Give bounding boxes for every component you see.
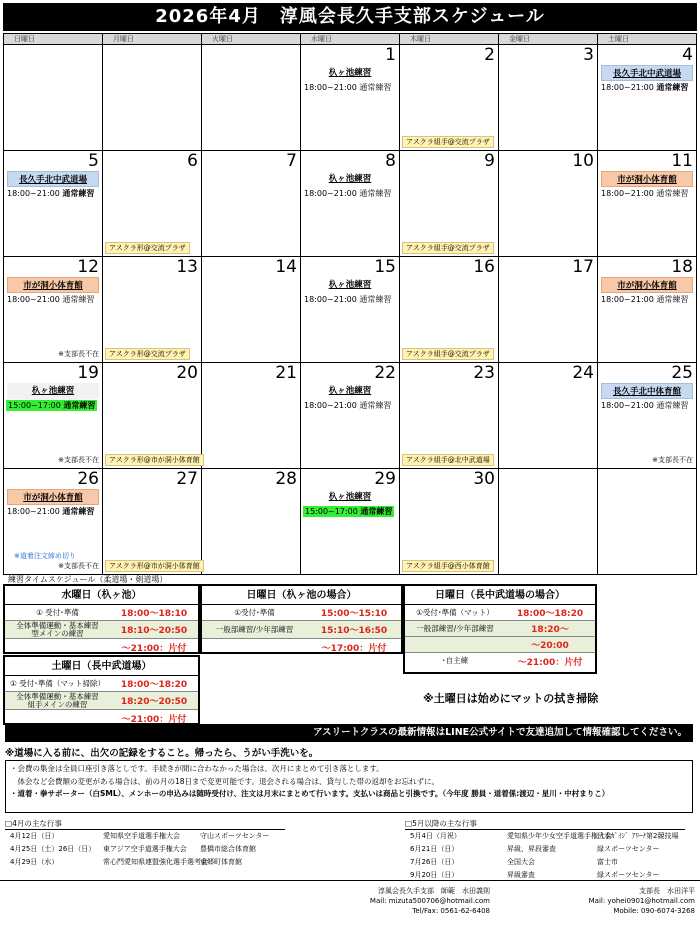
- event-place: 緑スポーツセンター: [597, 845, 660, 853]
- practice-location: 長久手北中武道場: [7, 171, 99, 187]
- schedule-time: ～21:00：片付: [121, 643, 187, 654]
- day-cell: [400, 469, 499, 575]
- practice-location: 市が洞小体育館: [601, 277, 693, 293]
- practice-time: 18:00~21:00 通常練習: [601, 83, 689, 92]
- schedule-item: 一般部練習/少年部練習: [215, 624, 294, 634]
- event-date: 4月25日（土）26日（日）: [10, 845, 96, 853]
- day-cell: [499, 363, 598, 469]
- practice-time: 18:00~21:00 通常練習: [7, 189, 95, 198]
- athlete-class-label: アスクラ形@交流プラザ: [105, 242, 190, 254]
- day-number: 14: [275, 257, 297, 277]
- schedule-time: ～21:00：片付: [517, 657, 583, 668]
- athlete-class-label: アスクラ形@市が洞小体育館: [105, 454, 204, 466]
- schedule-item: ①受付･準備（マット）: [416, 607, 494, 617]
- day-cell: [598, 45, 697, 151]
- practice-location: 杁ヶ池練習: [328, 68, 372, 78]
- weekday-header: 日曜日: [4, 34, 103, 45]
- day-cell: [4, 363, 103, 469]
- day-number: 19: [77, 363, 99, 383]
- day-cell: [400, 151, 499, 257]
- schedule-time: 15:00～15:10: [320, 609, 388, 619]
- practice-time: 18:00~21:00 通常練習: [7, 507, 95, 516]
- schedule-sunday-nagakute: [403, 584, 597, 674]
- day-number: 18: [671, 257, 693, 277]
- day-number: 1: [385, 45, 396, 65]
- schedule-item: 全体準備運動・基本練習 型メインの練習: [16, 620, 99, 638]
- day-cell: [598, 151, 697, 257]
- signature-right: 支部長 水田洋平 Mail: yohei0901@hotmail.com Mobile: 090-6074-3268: [588, 887, 695, 915]
- day-number: 28: [275, 469, 297, 489]
- day-cell: [103, 45, 202, 151]
- day-number: 11: [671, 151, 693, 171]
- event-date: 9月20日（日）: [410, 871, 459, 879]
- practice-location: 市が洞小体育館: [601, 171, 693, 187]
- athlete-class-label: アスクラ組手@交流プラザ: [402, 242, 494, 254]
- schedule-item: ① 受付･準備（マット掃除）: [9, 678, 106, 688]
- weekday-header: 火曜日: [202, 34, 301, 45]
- day-number: 27: [176, 469, 198, 489]
- day-cell: [103, 151, 202, 257]
- practice-location: 杁ヶ池練習: [328, 492, 372, 502]
- day-number: 12: [77, 257, 99, 277]
- day-cell: [301, 151, 400, 257]
- timeschedule-title: 練習タイムスケジュール（柔道場・剣道場）: [8, 575, 168, 584]
- event-date: 6月21日（日）: [410, 845, 459, 853]
- events-may-title: □5月以降の主な行事: [405, 818, 685, 830]
- athlete-class-label: アスクラ組手@北中武道場: [402, 454, 494, 466]
- day-number: 23: [473, 363, 495, 383]
- schedule-item: ①受付･準備: [234, 607, 275, 617]
- schedule-item: [5, 639, 110, 655]
- schedule-time: 18:00～18:20: [120, 680, 188, 690]
- schedule-time: 18:20～20:50: [120, 697, 188, 707]
- weekday-header: 水曜日: [301, 34, 400, 45]
- day-cell: [598, 363, 697, 469]
- schedule-title: 日曜日（長中武道場の場合）: [405, 586, 595, 605]
- event-name: 愛知県少年少女空手道選手権大会: [507, 832, 612, 840]
- day-cell: [301, 45, 400, 151]
- day-cell: [202, 45, 301, 151]
- day-cell: [202, 363, 301, 469]
- schedule-time: ～20:00: [531, 641, 569, 651]
- calendar: [3, 33, 697, 575]
- events-april-title: □4月の主な行事: [5, 818, 285, 830]
- practice-location: 市が洞小体育館: [7, 277, 99, 293]
- day-number: 17: [572, 257, 594, 277]
- schedule-time: 18:00～18:20: [516, 609, 584, 619]
- absence-note: ※支部長不在: [58, 350, 99, 358]
- weekday-header: 土曜日: [598, 34, 697, 45]
- day-number: 25: [671, 363, 693, 383]
- practice-time: 18:00~21:00 通常練習: [601, 295, 689, 304]
- event-place: 守山スポーツセンター: [200, 832, 270, 840]
- day-cell: [202, 257, 301, 363]
- day-cell: [301, 363, 400, 469]
- day-cell: [103, 257, 202, 363]
- event-place: 豊橋市総合体育館: [200, 845, 256, 853]
- day-number: 29: [374, 469, 396, 489]
- saturday-note: ※土曜日は始めにマットの拭き掃除: [423, 692, 599, 705]
- practice-location: 杁ヶ池練習: [328, 280, 372, 290]
- event-name: 常心門愛知県連盟強化選手選考会: [103, 858, 208, 866]
- day-cell: [4, 257, 103, 363]
- practice-time: 18:00~21:00 通常練習: [304, 83, 392, 92]
- weekday-header: 金曜日: [499, 34, 598, 45]
- athlete-class-label: アスクラ形@交流プラザ: [105, 348, 190, 360]
- event-place: 東郷町体育館: [200, 858, 242, 866]
- day-cell: [103, 363, 202, 469]
- schedule-item: [202, 639, 307, 655]
- day-number: 7: [286, 151, 297, 171]
- schedule-item: [405, 637, 505, 652]
- practice-time: 18:00~21:00 通常練習: [601, 189, 689, 198]
- schedule-time: 18:10～20:50: [120, 626, 188, 636]
- practice-time: 15:00~17:00 通常練習: [305, 507, 393, 516]
- rule-line: ・会費の集金は全員口座引き落としです。手続きが間に合わなかった場合は、次月にまとめて引き落とします。: [10, 764, 384, 773]
- day-number: 21: [275, 363, 297, 383]
- schedule-wednesday: [3, 584, 200, 654]
- absence-note: ※支部長不在: [652, 456, 693, 464]
- rule-main: ※道場に入る前に、出欠の記録をすること。帰ったら、うがい手洗いを。: [5, 748, 319, 759]
- schedule-time: 18:20～: [531, 625, 569, 635]
- day-cell: [301, 469, 400, 575]
- schedule-time: ～17:00：片付: [321, 643, 387, 654]
- day-cell: [103, 469, 202, 575]
- day-cell: [202, 151, 301, 257]
- schedule-item: 一般部練習/少年部練習: [416, 623, 494, 633]
- practice-time: 18:00~21:00 通常練習: [7, 295, 95, 304]
- order-deadline-note: ※道着注文締め切り: [14, 552, 76, 560]
- day-cell: [499, 469, 598, 575]
- day-number: 4: [682, 45, 693, 65]
- event-name: 全国大会: [507, 858, 535, 866]
- event-date: 5月4日（月祝）: [410, 832, 461, 840]
- day-cell: [499, 45, 598, 151]
- rule-line: 体会など会費額の変更がある場合は、前の月の18日まで変更可能です。退会される場合は、貸与した帯の返却をお忘れずに。: [10, 776, 439, 786]
- weekday-header: 月曜日: [103, 34, 202, 45]
- event-date: 7月26日（日）: [410, 858, 459, 866]
- day-number: 13: [176, 257, 198, 277]
- event-place: 緑スポーツセンター: [597, 871, 660, 879]
- day-number: 8: [385, 151, 396, 171]
- athlete-class-label: アスクラ組手@交流プラザ: [402, 348, 494, 360]
- day-cell: [4, 469, 103, 575]
- schedule-sunday-ikegaike: [200, 584, 403, 654]
- schedule-title: 水曜日（杁ヶ池）: [5, 586, 198, 605]
- day-cell: [4, 151, 103, 257]
- event-name: 愛知県空手道選手権大会: [103, 832, 180, 840]
- event-name: 東アジア空手道選手権大会: [103, 845, 187, 853]
- day-number: 2: [484, 45, 495, 65]
- event-name: 昇級、昇段審査: [507, 845, 556, 853]
- page-title: 2026年4月 淳風会長久手支部スケジュール: [3, 3, 697, 31]
- schedule-time: 18:00～18:10: [120, 609, 188, 619]
- day-cell: [499, 151, 598, 257]
- rules-box: [5, 760, 693, 813]
- day-number: 6: [187, 151, 198, 171]
- practice-location: 杁ヶ池練習: [328, 386, 372, 396]
- day-cell: [499, 257, 598, 363]
- practice-location: 市が洞小体育館: [7, 489, 99, 505]
- practice-time: 15:00~17:00 通常練習: [8, 401, 96, 410]
- weekday-header: 木曜日: [400, 34, 499, 45]
- event-place: 日本ｶﾞｲｼ゛ｱﾘｰﾅ第2競技場: [597, 832, 679, 840]
- day-number: 24: [572, 363, 594, 383]
- athlete-banner: アスリートクラスの最新情報はLINE公式サイトで友達追加して情報確認してください。: [5, 724, 693, 742]
- day-number: 15: [374, 257, 396, 277]
- athlete-class-label: アスクラ組手@交流プラザ: [402, 136, 494, 148]
- day-cell: [598, 469, 697, 575]
- event-place: 富士市: [597, 858, 618, 866]
- schedule-item: ･自主練: [441, 656, 469, 665]
- day-number: 16: [473, 257, 495, 277]
- day-number: 20: [176, 363, 198, 383]
- schedule-title: 土曜日（長中武道場）: [5, 657, 198, 676]
- schedule-item: 全体準備運動・基本練習 組手メインの練習: [16, 691, 99, 709]
- day-number: 30: [473, 469, 495, 489]
- practice-time: 18:00~21:00 通常練習: [601, 401, 689, 410]
- day-cell: [202, 469, 301, 575]
- day-number: 5: [88, 151, 99, 171]
- practice-location: 長久手北中体育館: [601, 383, 693, 399]
- event-date: 4月29日（水）: [10, 858, 59, 866]
- absence-note: ※支部長不在: [58, 562, 99, 570]
- athlete-class-label: アスクラ組手@西小体育館: [402, 560, 494, 572]
- schedule-saturday: [3, 655, 200, 725]
- schedule-time: ～21:00：片付: [121, 714, 187, 725]
- rule-line: ・道着・拳サポーター（白SML）、メンホーの申込みは随時受付け、注文は月末にまとめて行います。支払いは商品と引換です。（今年度 勝員・道着係:渡辺・星川・中村まりこ）: [10, 789, 610, 798]
- day-number: 22: [374, 363, 396, 383]
- practice-time: 18:00~21:00 通常練習: [304, 189, 392, 198]
- day-cell: [598, 257, 697, 363]
- absence-note: ※支部長不在: [58, 456, 99, 464]
- day-number: 10: [572, 151, 594, 171]
- practice-time: 18:00~21:00 通常練習: [304, 295, 392, 304]
- day-number: 26: [77, 469, 99, 489]
- practice-location: 長久手北中武道場: [601, 65, 693, 81]
- day-cell: [400, 257, 499, 363]
- practice-time: 18:00~21:00 通常練習: [304, 401, 392, 410]
- day-cell: [301, 257, 400, 363]
- signature-left: 淳風会長久手支部 師範 水田義則 Mail: mizuta500706@hotmail.com Tel/Fax: 0561-62-6408: [369, 887, 490, 915]
- event-date: 4月12日（日）: [10, 832, 59, 840]
- practice-location: 杁ヶ池練習: [7, 383, 99, 399]
- day-number: 3: [583, 45, 594, 65]
- schedule-time: 15:10～16:50: [320, 626, 388, 636]
- athlete-class-label: アスクラ形@市が洞小体育館: [105, 560, 204, 572]
- event-name: 昇級審査: [507, 871, 535, 879]
- day-cell: [400, 363, 499, 469]
- schedule-item: ① 受付･準備: [36, 607, 79, 617]
- day-number: 9: [484, 151, 495, 171]
- practice-location: 杁ヶ池練習: [328, 174, 372, 184]
- day-cell: [4, 45, 103, 151]
- day-cell: [400, 45, 499, 151]
- schedule-title: 日曜日（杁ヶ池の場合）: [202, 586, 401, 605]
